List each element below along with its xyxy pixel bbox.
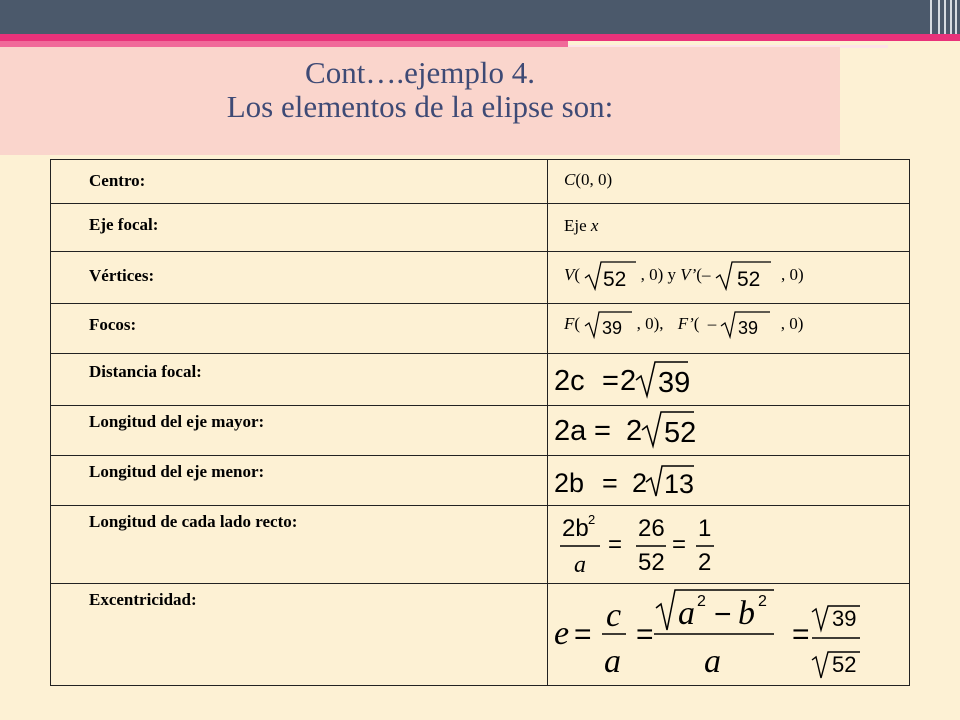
row-value [548,584,910,686]
coefficient: 2 [626,415,643,447]
focus-symbol-2: F’ [677,313,694,333]
row-label: Longitud del eje menor: [51,456,548,506]
sqrt-icon [584,260,636,292]
row-label: Eje focal: [51,204,548,252]
title-box [0,47,840,155]
vertex-symbol-2: V’ [680,264,697,284]
denominator-52: 52 [638,549,665,576]
focus-open-2: ( [693,313,700,333]
radicand: 39 [658,367,691,399]
row-label: Centro: [51,160,548,204]
table-row [51,304,910,354]
grip-line [950,0,952,34]
exponent: 2 [588,512,596,527]
row-value [548,204,910,252]
table-row [51,354,910,406]
minus-sign: – [707,313,717,333]
accent-bar [0,34,960,41]
paren: ( [574,264,581,284]
focal-distance-formula [548,354,728,400]
vertex-mid: , 0) y [640,264,681,284]
focus-end: , 0) [780,313,804,333]
radicand-39: 39 [832,606,857,631]
slide-title [0,56,840,124]
denominator-a: a [604,643,621,680]
denominator-a-2: a [704,643,721,680]
equals-sign-2: = [672,531,687,558]
grip-line [944,0,946,34]
equals-sign: = [594,415,611,447]
equals-sign: = [602,365,619,397]
row-label: Distancia focal: [51,354,548,406]
denominator-a: a [574,552,586,578]
sqrt-icon [715,260,771,292]
vertex-end: , 0) [780,264,804,284]
title-line-1: Cont….ejemplo 4. [305,55,535,90]
lhs-2b: 2b [554,468,585,498]
symbol-e: e [554,615,570,652]
grip-line [938,0,940,34]
row-value [548,354,910,406]
title-line-2: Los elementos de la elipse son: [226,89,614,124]
vertex-open-2: (– [696,264,715,284]
numerator-1: 1 [698,515,712,542]
sqrt-icon [584,310,632,340]
table-row [51,406,910,456]
row-value [548,506,910,584]
equals-sign: = [574,618,592,651]
ellipse-elements-table [50,159,910,686]
row-value [548,252,910,304]
eccentricity-formula [548,584,878,680]
coefficient: 2 [632,468,648,498]
table-row [51,160,910,204]
table-row [51,204,910,252]
radicand: 52 [603,268,627,291]
row-value [548,456,910,506]
table-row [51,252,910,304]
table-row [51,506,910,584]
lhs-2a: 2a [554,415,587,447]
row-label: Longitud de cada lado recto: [51,506,548,584]
coefficient: 2 [620,365,637,397]
exponent-2: 2 [758,593,767,610]
latus-rectum-formula [548,506,748,578]
paren: ( [574,313,581,333]
table-row [51,584,910,686]
var-b: b [738,595,755,632]
exponent: 2 [697,593,706,610]
row-value [548,304,910,354]
row-value [548,406,910,456]
grip-line [930,0,932,34]
center-symbol: C [564,170,576,189]
row-label: Excentricidad: [51,584,548,686]
radicand: 39 [602,318,623,338]
radicand: 52 [736,268,761,291]
row-label: Vértices: [51,252,548,304]
denominator-2: 2 [698,549,712,576]
radicand: 13 [664,469,695,499]
table-row [51,456,910,506]
radicand: 39 [738,318,759,338]
major-axis-formula [548,406,728,450]
grip-line [955,0,957,34]
row-value [548,160,910,204]
row-label: Longitud del eje mayor: [51,406,548,456]
lhs-2c: 2c [554,365,585,397]
focus-symbol: F [564,313,575,333]
numerator-2b: 2b [562,515,589,542]
numerator-c: c [606,597,622,634]
vertex-symbol: V [564,264,575,284]
var-a: a [678,595,695,632]
row-label: Focos: [51,304,548,354]
axis-symbol: x [590,216,599,235]
radicand: 52 [664,417,697,449]
sqrt-icon [720,310,770,340]
minor-axis-formula [548,456,728,500]
equals-sign: = [608,531,623,558]
numerator-26: 26 [638,515,665,542]
center-coords: (0, 0) [575,170,613,189]
radicand-52: 52 [832,652,857,677]
axis-text: Eje [564,216,591,235]
focus-mid: , 0), [636,313,664,333]
minus-sign: − [714,598,732,631]
top-bar [0,0,960,34]
equals-sign-3: = [792,618,810,651]
equals-sign: = [602,468,618,498]
equals-sign-2: = [636,618,654,651]
